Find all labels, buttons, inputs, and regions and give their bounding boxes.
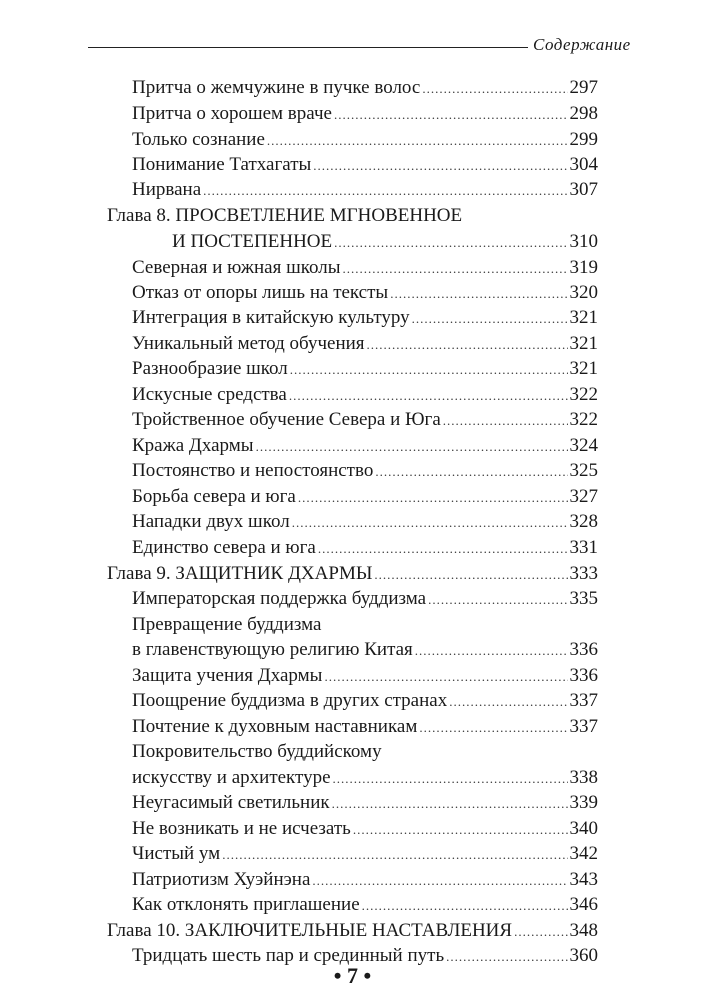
toc-entry[interactable]: Как отклонять приглашение ..... 346 (132, 892, 598, 918)
toc-entry[interactable]: Только сознание ..... 299 (132, 127, 598, 153)
toc-entry[interactable]: в главенствующую религию Китая ..... 336 (132, 637, 598, 663)
toc-entry[interactable]: Разнообразие школ ..... 321 (132, 356, 598, 382)
toc-entry[interactable]: Защита учения Дхармы ..... 336 (132, 663, 598, 689)
toc-entry[interactable]: искусству и архитектуре ..... 338 (132, 765, 598, 791)
page-number: • 7 • (333, 963, 372, 988)
toc-entry[interactable]: Северная и южная школы ..... 319 (132, 255, 598, 281)
toc-entry[interactable]: Понимание Татхагаты ..... 304 (132, 152, 598, 178)
toc-entry[interactable]: Искусные средства ..... 322 (132, 382, 598, 408)
header-rule (88, 47, 528, 48)
toc-entry[interactable]: Борьба севера и юга ..... 327 (132, 484, 598, 510)
toc-entry[interactable]: Нирвана ..... 307 (132, 177, 598, 203)
toc-entry[interactable]: Единство севера и юга ..... 331 (132, 535, 598, 561)
toc-entry[interactable]: Отказ от опоры лишь на тексты ..... 320 (132, 280, 598, 306)
toc-entry[interactable]: Не возникать и не исчезать ..... 340 (132, 816, 598, 842)
toc-entry[interactable]: Притча о хорошем враче ..... 298 (132, 101, 598, 127)
toc-chapter-entry[interactable]: Глава 10. ЗАКЛЮЧИТЕЛЬНЫЕ НАСТАВЛЕНИЯ ..... 348 (107, 918, 598, 944)
toc-chapter-heading[interactable]: Глава 8. ПРОСВЕТЛЕНИЕ МГНОВЕННОЕ (107, 205, 463, 226)
toc-entry[interactable]: Тройственное обучение Севера и Юга ..... 322 (132, 407, 598, 433)
toc-entry[interactable]: Уникальный метод обучения ..... 321 (132, 331, 598, 357)
toc-chapter-entry[interactable]: И ПОСТЕПЕННОЕ ..... 310 (172, 229, 598, 255)
toc-entry[interactable]: Нападки двух школ ..... 328 (132, 509, 598, 535)
toc-entry[interactable]: Поощрение буддизма в других странах ..... 337 (132, 688, 598, 714)
toc-chapter-entry[interactable]: Глава 9. ЗАЩИТНИК ДХАРМЫ ..... 333 (107, 561, 598, 587)
running-title: Содержание (533, 35, 631, 54)
toc-entry[interactable]: Императорская поддержка буддизма ..... 335 (132, 586, 598, 612)
toc-entry[interactable]: Патриотизм Хуэйнэна ..... 343 (132, 867, 598, 893)
toc-entry[interactable]: Почтение к духовным наставникам ..... 337 (132, 714, 598, 740)
toc-entry[interactable]: Постоянство и непостоянство ..... 325 (132, 458, 598, 484)
toc-entry[interactable]: Интеграция в китайскую культуру ..... 321 (132, 305, 598, 331)
toc-entry[interactable]: Чистый ум ..... 342 (132, 841, 598, 867)
toc-entry[interactable]: Неугасимый светильник ..... 339 (132, 790, 598, 816)
toc-entry-line1[interactable]: Покровительство буддийскому (132, 741, 382, 762)
toc-entry[interactable]: Кража Дхармы ..... 324 (132, 433, 598, 459)
toc-entry[interactable]: Притча о жемчужине в пучке волос ..... 297 (132, 75, 598, 101)
toc-entry-line1[interactable]: Превращение буддизма (132, 614, 322, 635)
toc-entry[interactable]: Тридцать шесть пар и срединный путь ..... 360 (132, 943, 598, 969)
